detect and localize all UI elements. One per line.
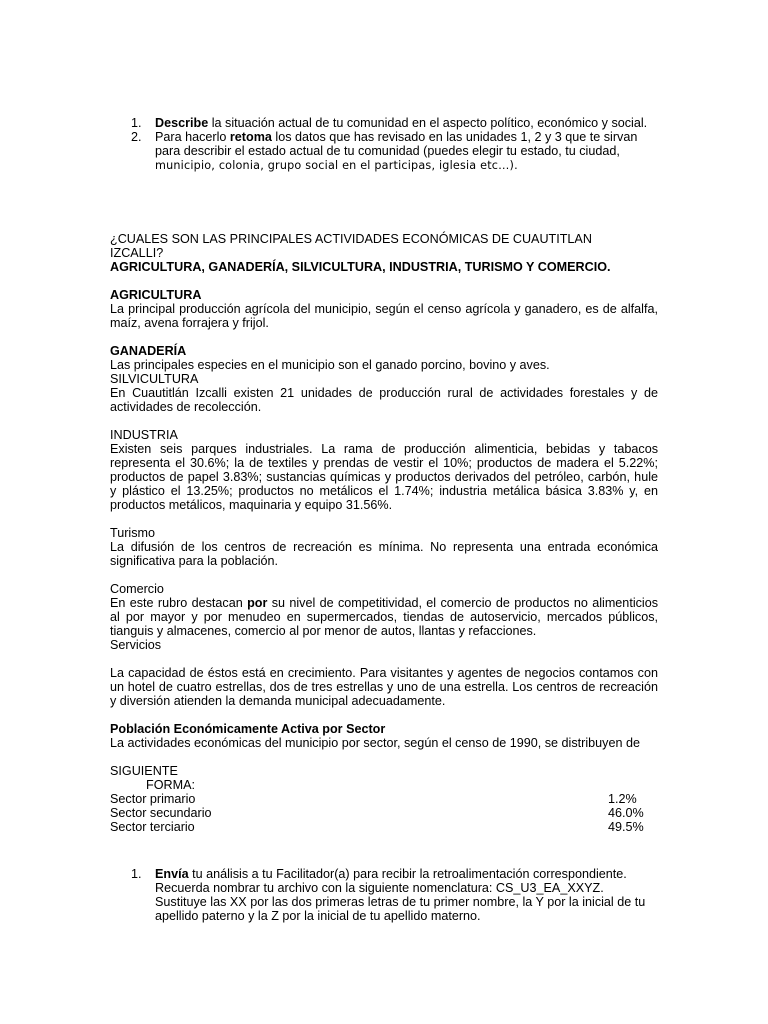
- sector-label: Sector terciario: [110, 820, 195, 834]
- agricultura-heading: [110, 288, 658, 302]
- sector-value: 46.0%: [608, 806, 644, 820]
- item-number: 1.: [131, 867, 142, 881]
- instruction-item-describe: [131, 116, 658, 130]
- instruction-small-text: municipio, colonia, grupo social en el participas, iglesia etc…).: [155, 159, 518, 172]
- pea-paragraph: La actividades económicas del municipio por sector, según el censo de 1990, se distribuyen de: [110, 736, 640, 750]
- sector-label: Sector primario: [110, 792, 196, 806]
- sector-value: 49.5%: [608, 820, 644, 834]
- comercio-paragraph: [110, 596, 658, 638]
- answer-heading: [110, 260, 658, 274]
- ganaderia-paragraph: Las principales especies en el municipio son el ganado porcino, bovino y aves.: [110, 358, 550, 372]
- turismo-heading: Turismo: [110, 526, 156, 540]
- instruction-item-retoma: [131, 130, 658, 173]
- sector-row-terciario: [110, 820, 658, 834]
- pea-heading: [110, 722, 658, 736]
- instruction-item-envia: [131, 867, 658, 923]
- comercio-text: En este rubro destacan: [110, 596, 248, 610]
- industria-paragraph: Existen seis parques industriales. La rama de producción alimenticia, bebidas y tabacos representa el 30.6%; la de textiles y prendas de vestir el 10%; productos de madera el 5.22%; productos de papel 3.83%; sustancias químicas y productos derivados del petróleo, carbón, hule y plástico el 13.25%; productos no metálicos el 1.74%; industria metálica básica 3.83% y, en productos metálicos, maquinaria y equipo 31.56%.: [110, 442, 658, 512]
- item-number: 2.: [131, 130, 142, 144]
- instruction-list-bottom: [110, 867, 658, 923]
- instruction-list-top: [110, 116, 658, 173]
- servicios-paragraph: La capacidad de éstos está en crecimiento. Para visitantes y agentes de negocios contamos con un hotel de cuatro estrellas, dos de tres estrellas y uno de una estrella. Los centros de recreación y diversión atienden la demanda municipal adecuadamente.: [110, 666, 658, 708]
- instruction-text: Para hacerlo: [155, 130, 230, 144]
- sector-value: 1.2%: [608, 792, 637, 806]
- instruction-keyword: retoma: [229, 130, 272, 144]
- comercio-keyword: por: [247, 596, 268, 610]
- item-number: 1.: [131, 116, 142, 130]
- silvicultura-paragraph: En Cuautitlán Izcalli existen 21 unidades de producción rural de actividades forestales y de actividades de recolección.: [110, 386, 658, 414]
- sector-row-secundario: [110, 806, 658, 820]
- question-heading: ¿CUALES SON LAS PRINCIPALES ACTIVIDADES ECONÓMICAS DE CUAUTITLAN IZCALLI?: [110, 232, 592, 260]
- industria-heading: INDUSTRIA: [110, 428, 178, 442]
- instruction-text: los datos que has revisado en las unidades 1, 2 y 3 que te sirvan para describir el estado actual de tu comunidad (puedes elegir tu estado, tu ciudad,: [155, 130, 638, 158]
- sector-label: Sector secundario: [110, 806, 212, 820]
- comercio-heading: Comercio: [110, 582, 164, 596]
- ganaderia-title: GANADERÍA: [110, 344, 187, 358]
- agricultura-paragraph: La principal producción agrícola del municipio, según el censo agrícola y ganadero, es de alfalfa, maíz, avena forrajera y frijol.: [110, 302, 658, 330]
- comercio-text: su nivel de competitividad, el comercio de productos no alimenticios al por mayor y por menudeo en supermercados, tiendas de autoservicio, mercados públicos, tianguis y almacenes, comercio al por menor de autos, llantas y refacciones.: [110, 596, 659, 638]
- sector-row-primario: [110, 792, 658, 806]
- turismo-paragraph: La difusión de los centros de recreación es mínima. No representa una entrada económica significativa para la población.: [110, 540, 658, 568]
- servicios-heading: Servicios: [110, 638, 162, 652]
- agricultura-title: AGRICULTURA: [110, 288, 202, 302]
- instruction-keyword: Envía: [155, 867, 189, 881]
- instruction-text: tu análisis a tu Facilitador(a) para recibir la retroalimentación correspondiente. Recuerda nombrar tu archivo con la siguiente nomenclatura: CS_U3_EA_XXYZ. Sustituye las XX por las dos primeras letras de tu primer nombre, la Y por la inicial de tu apellido paterno y la Z por la inicial de tu apellido materno.: [155, 867, 646, 923]
- pea-siguiente: SIGUIENTE: [110, 764, 178, 778]
- answer-text: AGRICULTURA, GANADERÍA, SILVICULTURA, INDUSTRIA, TURISMO Y COMERCIO.: [110, 260, 611, 274]
- ganaderia-heading: [110, 344, 658, 358]
- pea-forma: FORMA:: [146, 778, 195, 792]
- silvicultura-heading: SILVICULTURA: [110, 372, 199, 386]
- instruction-keyword: Describe: [155, 116, 209, 130]
- pea-title: Población Económicamente Activa por Sector: [110, 722, 386, 736]
- instruction-text: la situación actual de tu comunidad en el aspecto político, económico y social.: [208, 116, 648, 130]
